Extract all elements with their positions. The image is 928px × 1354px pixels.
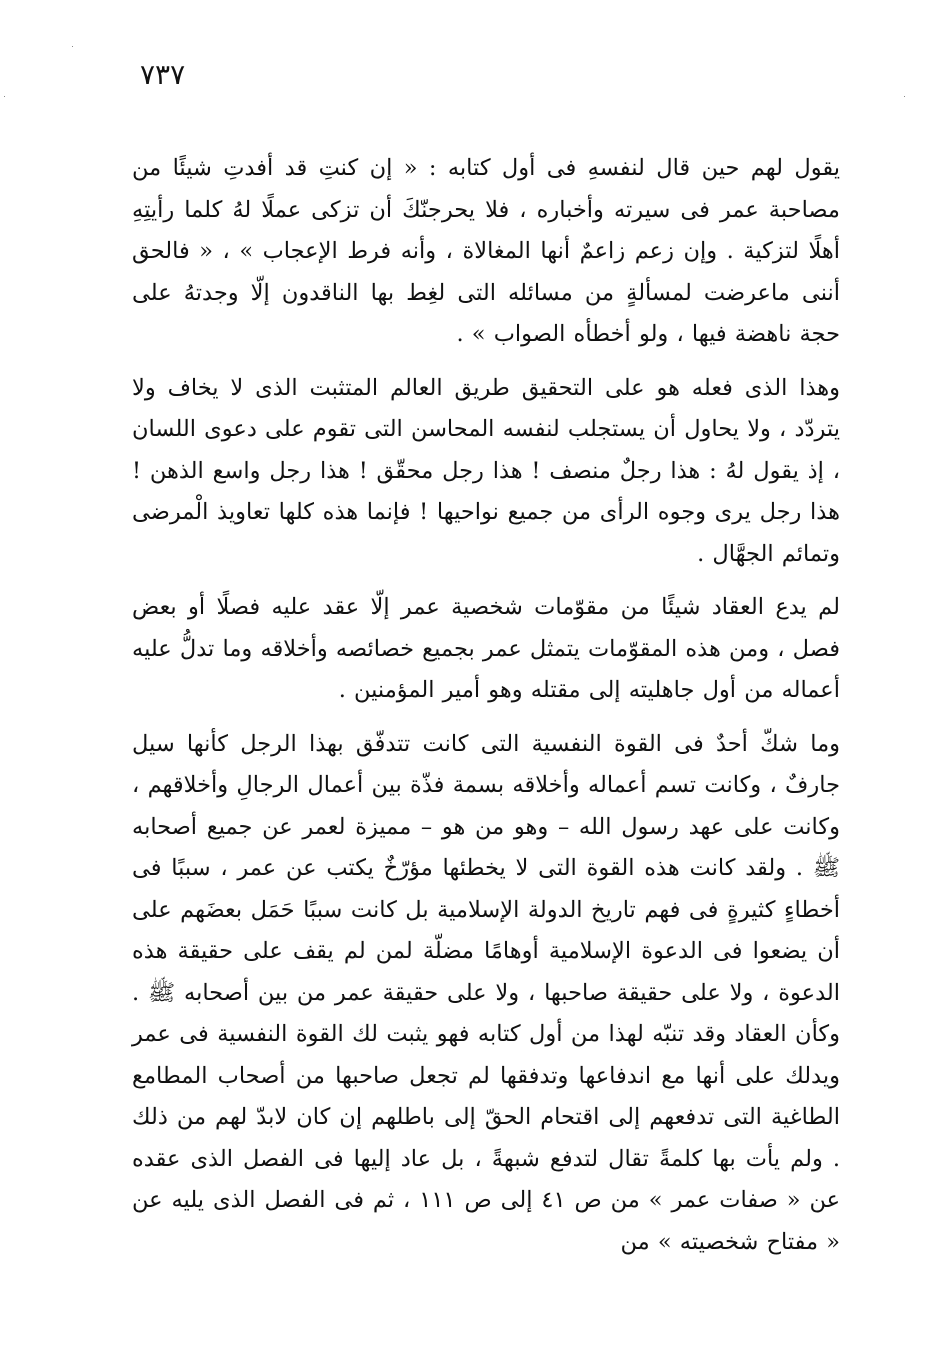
scan-speck bbox=[72, 46, 73, 47]
paragraph-3: لم يدع العقاد شيئًا من مقوّمات شخصية عمر إلّا عقد عليه فصلًا أو بعض فصل ، ومن هذه المقوّمات يتمثل عمر بجميع خصائصه وأخلاقه وما تدلُّ عليه أعماله من أول جاهليته إلى مقتله وهو أمير المؤمنين . bbox=[132, 594, 840, 703]
paragraph-2: وهذا الذى فعله هو على التحقيق طريق العالم المتثبت الذى لا يخاف ولا يتردّد ، ولا يحاول أن يستجلب لنفسه المحاسن التى تقوم على دعوى اللسان ، إذ يقول لهُ : هذا رجلٌ منصف ! هذا رجل محقّق ! هذا رجل واسع الذهن ! هذا رجل يرى وجوه الرأى من جميع نواحيها ! فإنما هذه كلها تعاويذ الْمرضى وتمائم الجهَّال . bbox=[132, 374, 840, 567]
body-text bbox=[132, 148, 840, 1263]
paragraph-4: وما شكّ أحدٌ فى القوة النفسية التى كانت تتدفّق بهذا الرجل كأنها سيل جارفٌ ، وكانت تسم أعماله وأخلاقه بسمة فذّة بين أعمال الرجالِ وأخلاقهم ، وكانت على عهد رسول الله – وهو من هو – مميزة لعمر عن جميع أصحابه ﷺ . ولقد كانت هذه القوة التى لا يخطئها مؤرّخٌ يكتب عن عمر ، سببًا فى أخطاءٍ كثيرةٍ فى فهم تاريخ الدولة الإسلامية بل كانت سببًا حَمَل بعضَهم على أن يضعوا فى الدعوة الإسلامية أوهامًا مضلّة لمن لم يقف على حقيقة هذه الدعوة ، ولا على حقيقة صاحبها ، ولا على حقيقة عمر من بين أصحابه ﷺ . وكأن العقاد وقد تنبّه لهذا من أول كتابه فهو يثبت لك القوة النفسية فى عمر ويدلك على أنها مع اندفاعها وتدفقها لم تجعل صاحبها من أصحاب المطامع الطاغية التى تدفعهم إلى اقتحام الحقّ إلى باطلهم إن كان لابدّ لهم من ذلك . ولم يأت بها كلمةً تقال لتدفع شبهةً ، بل عاد إليها فى الفصل الذى عقده عن « صفات عمر » من ص ٤١ إلى ص ١١١ ، ثم فى الفصل الذى يليه عن « مفتاح شخصيته » من bbox=[132, 730, 840, 1255]
page-number: ٧٣٧ bbox=[140, 58, 186, 91]
scan-speck bbox=[4, 96, 5, 97]
paragraph-1: يقول لهم حين قال لنفسهِ فى أول كتابه : « إن كنتِ قد أفدتِ شيئًا من مصاحبة عمر فى سيرته وأخباره ، فلا يحرجنّكَ أن تزكى عملًا لهُ كلما رأيتِهِ أهلًا لتزكية . وإن زعم زاعمٌ أنها المغالاة ، وأنه فرط الإعجاب » ، « فالحق أننى ماعرضت لمسألةٍ من مسائله التى لغِط بها الناقدون إلّا وجدتهُ على حجة ناهضة فيها ، ولو أخطأه الصواب » . bbox=[132, 155, 840, 347]
scan-speck bbox=[904, 96, 905, 97]
